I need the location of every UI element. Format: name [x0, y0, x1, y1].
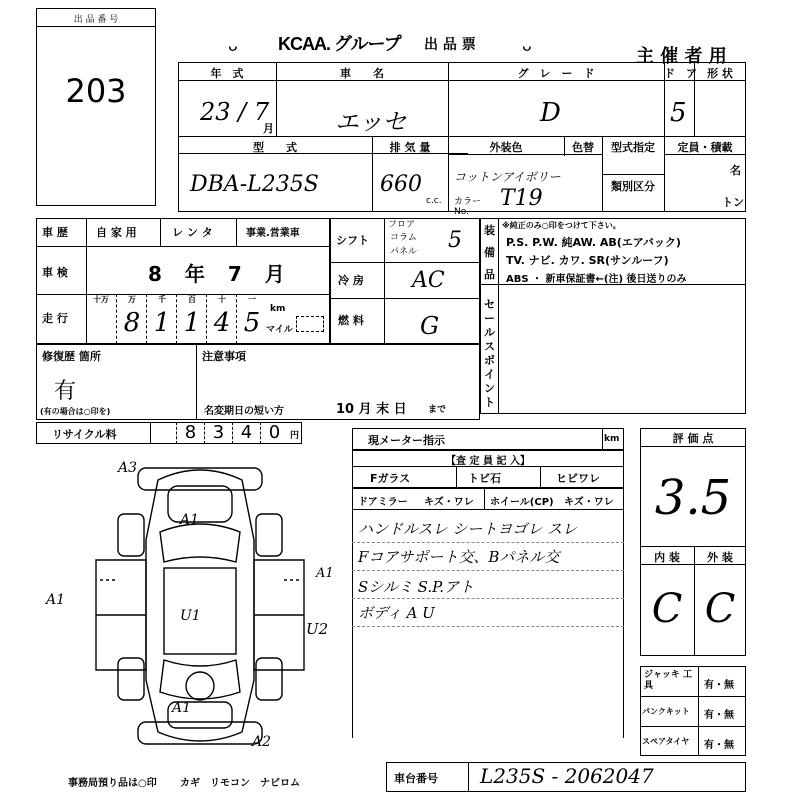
wheel-label: ホイール(CP) — [490, 497, 554, 508]
grade-label: グ レ ー ド — [517, 67, 595, 80]
inspection-label: 車 検 — [42, 266, 68, 279]
front-glass-label: Fガラス — [370, 472, 411, 485]
name-change-label: 名変期日の短い方 — [204, 406, 284, 417]
door-mirror-label: ドアミラー — [358, 497, 408, 508]
mirror-damage-label: キズ・ワレ — [424, 497, 474, 508]
mileage-digit: 5 — [243, 308, 261, 338]
door-value: 5 — [670, 98, 687, 128]
equipment-line2: TV. ナビ. カワ. SR(サンルーフ) — [506, 254, 669, 267]
color-no-value: T19 — [500, 186, 543, 211]
mark-u1-roof: U1 — [180, 608, 201, 624]
repair-note: (有の場合は○印を) — [40, 407, 111, 416]
displacement-unit: c.c. — [426, 196, 442, 206]
ac-label: 冷 房 — [338, 274, 364, 287]
car-name-label: 車 名 — [340, 67, 384, 80]
equipment-line3: ABS ・ 新車保証書←(注) 後日送りのみ — [506, 274, 687, 285]
grade-value: D — [540, 98, 561, 128]
shape-label: 形 状 — [707, 67, 733, 80]
mileage-place-label: 千 — [158, 295, 166, 304]
office-custody-note: 事務局預り品は○印 — [68, 778, 157, 789]
hood — [168, 486, 232, 522]
mark-a1-left: A1 — [46, 592, 66, 608]
brand-logo: KCAA. グループ — [278, 34, 401, 54]
meter-label: 現メーター指示 — [368, 434, 445, 447]
mileage-digit: 8 — [123, 308, 141, 338]
shift-column: コラム — [390, 233, 417, 243]
exterior-grade: C — [704, 586, 736, 632]
mile-checkbox[interactable] — [296, 316, 324, 332]
shift-label: シフト — [336, 234, 369, 247]
chassis-label: 車台番号 — [394, 772, 438, 785]
recycle-unit: 円 — [290, 431, 300, 441]
custody-items: カギ リモコン ナビロム — [180, 778, 300, 789]
model-value: DBA-L235S — [190, 172, 319, 197]
color-change-label: 色替 — [572, 141, 594, 154]
windshield — [160, 524, 240, 562]
recycle-digit: 0 — [260, 422, 288, 444]
puncture-kit-label: パンクキット — [642, 707, 690, 716]
car-name-value: エッセ — [335, 108, 407, 136]
class-label: 類別区分 — [611, 180, 655, 193]
vehicle-damage-diagram — [40, 450, 360, 760]
shift-panel: パネル — [390, 247, 418, 257]
mark-u2-right: U2 — [306, 620, 329, 638]
mark-a1-rear: A1 — [172, 700, 192, 716]
front-left-wheel — [118, 514, 144, 556]
stone-chip-label: トビ石 — [468, 472, 501, 485]
equipment-line1: P.S. P.W. 純AW. AB(エアバック) — [506, 236, 681, 249]
mileage-digit: 1 — [183, 308, 201, 338]
spare-tire-label: スペアタイヤ — [642, 737, 690, 746]
crack-label: ヒビワレ — [556, 472, 600, 485]
puncture-kit-value: 有・無 — [704, 710, 734, 721]
mileage-odometer — [86, 294, 266, 344]
mileage-place-label: 一 — [248, 295, 256, 304]
lot-label: 出 品 番 号 — [73, 15, 119, 25]
capacity-unit-tons: トン — [722, 196, 744, 209]
history-private: 自 家 用 — [96, 226, 137, 239]
name-change-value: 10 月 末 日 — [336, 402, 407, 417]
rear-window — [160, 660, 240, 699]
score-label: 評 価 点 — [672, 432, 714, 445]
notes-label: 注意事項 — [202, 350, 246, 363]
mileage-place-label: 十万 — [93, 295, 109, 304]
mileage-digit-cell — [236, 294, 266, 344]
jack-label: ジャッキ 工具 — [644, 670, 692, 691]
inspector-note-3: Sシルミ S.P.アト — [358, 578, 475, 596]
inspector-note-4: ボディ A U — [358, 604, 435, 622]
history-label: 車 歴 — [42, 226, 68, 239]
rear-right-wheel — [256, 658, 282, 700]
exterior-color-label: 外装色 — [489, 141, 523, 154]
door-label: ド ア — [664, 67, 697, 80]
inspector-label: 【査 定 員 記 入】 — [446, 456, 530, 467]
mileage-place-label: 万 — [128, 295, 136, 304]
color-no-label: カラー No. — [454, 197, 482, 217]
header-bracket-left: ᴗ — [228, 36, 238, 55]
jack-value: 有・無 — [704, 680, 734, 691]
fuel-value: G — [420, 312, 440, 340]
wheel-damage-label: キズ・ワレ — [564, 497, 614, 508]
repair-label: 修復歴 箇所 — [42, 350, 101, 363]
exterior-label: 外 装 — [707, 551, 733, 564]
mileage-digit: 1 — [153, 308, 171, 338]
displacement-value: 660 — [380, 172, 422, 197]
rear-left-wheel — [118, 658, 144, 700]
fuel-label: 燃 料 — [338, 314, 364, 327]
chassis-number: L235S - 2062047 — [480, 764, 654, 788]
equipment-label: 装 備 品 — [484, 224, 495, 281]
mileage-unit-mile: マイル — [266, 325, 293, 335]
organizer-copy: 主 催 者 用 — [636, 46, 727, 67]
mileage-digit-cell — [146, 294, 176, 344]
mileage-digit-cell — [206, 294, 236, 344]
year-label: 年 式 — [210, 67, 244, 80]
mileage-digit-cell — [86, 294, 116, 344]
sales-point-label: セ ー ル ス ポ イ ン ト — [484, 298, 495, 409]
shift-floor: フロア — [388, 220, 416, 230]
ac-value: AC — [412, 268, 445, 293]
recycle-digits — [176, 422, 296, 444]
slip-title: 出 品 票 — [424, 37, 476, 53]
type-designation-label: 型式指定 — [611, 141, 655, 154]
year-unit: 月 — [263, 122, 274, 135]
spare-tire-value: 有・無 — [704, 740, 734, 751]
inspection-value: 8 年 7 月 — [148, 262, 293, 286]
mileage-label: 走 行 — [42, 312, 68, 325]
header-bracket-right: ᴗ — [522, 36, 532, 55]
mark-a1-right: A1 — [316, 566, 334, 581]
history-commercial: 事業.営業車 — [246, 228, 300, 239]
repair-value: 有 — [54, 379, 77, 404]
shift-value: 5 — [448, 228, 462, 253]
recycle-digit: 3 — [204, 422, 232, 444]
mileage-digit-cell — [176, 294, 206, 344]
mark-a2-rear: A2 — [252, 734, 272, 750]
mark-a3: A3 — [118, 460, 138, 476]
mark-a1-hood: A1 — [180, 512, 200, 528]
name-change-suffix: まで — [428, 405, 447, 415]
recycle-digit: 8 — [176, 422, 204, 444]
mileage-digit-cell — [116, 294, 146, 344]
score-value: 3.5 — [654, 470, 732, 526]
history-rental: レ ン タ — [172, 226, 213, 239]
front-right-wheel — [256, 514, 282, 556]
capacity-label: 定員・積載 — [677, 141, 733, 154]
model-label: 型 式 — [253, 141, 297, 154]
inspector-note-2: Fコアサポート交、Bパネル交 — [358, 548, 560, 566]
equipment-note: ※純正のみ○印をつけて下さい。 — [502, 221, 621, 230]
inspector-note-1: ハンドルスレ シートヨゴレ スレ — [358, 520, 578, 538]
displacement-label: 排 気 量 — [389, 141, 431, 154]
interior-grade: C — [651, 586, 683, 632]
mileage-digit: 4 — [213, 308, 231, 338]
mileage-place-label: 百 — [188, 295, 196, 304]
lot-number: 203 — [65, 72, 127, 110]
interior-label: 内 装 — [654, 551, 680, 564]
meter-unit: km — [604, 434, 620, 444]
exterior-color-value: コットンアイボリー — [454, 170, 561, 184]
recycle-label: リサイクル料 — [52, 428, 117, 441]
capacity-unit-persons: 名 — [730, 164, 741, 177]
year-value: 23 / 7 — [200, 98, 270, 126]
mileage-place-label: 十 — [218, 295, 226, 304]
mileage-unit-km: km — [270, 304, 286, 314]
recycle-digit: 4 — [232, 422, 260, 444]
